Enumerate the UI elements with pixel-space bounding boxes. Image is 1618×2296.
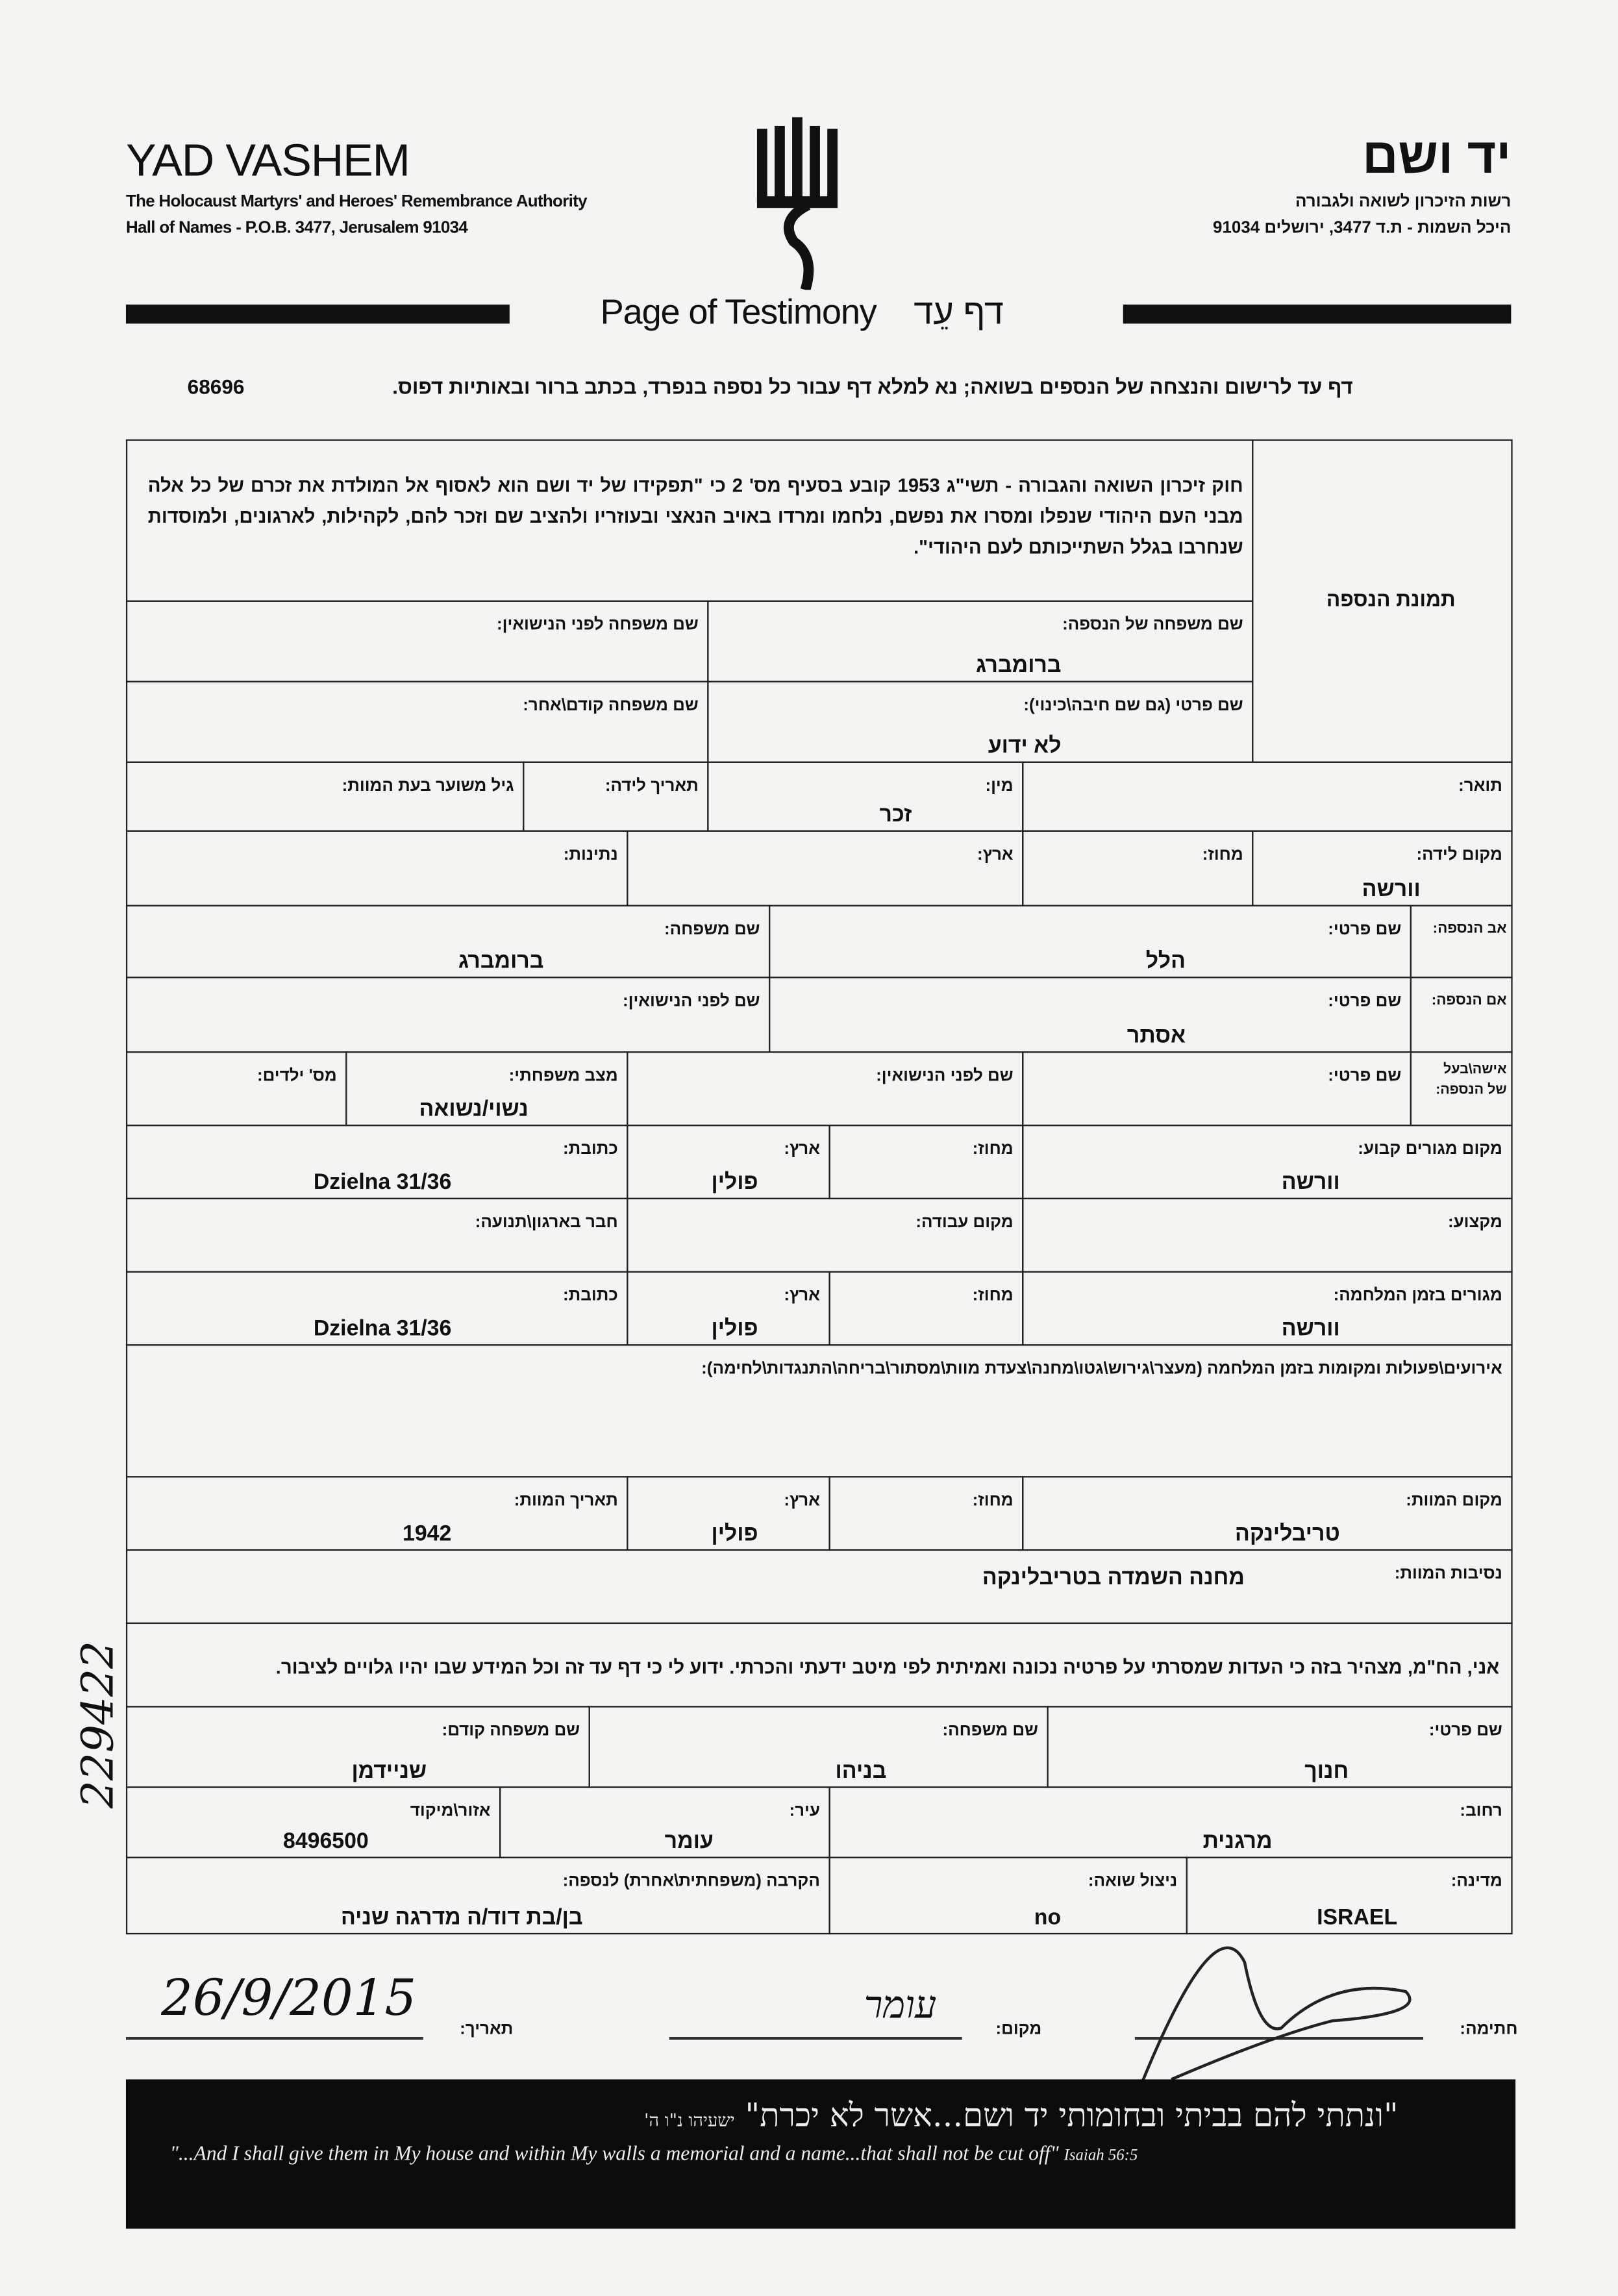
field-value[interactable]: וורשה	[1281, 1316, 1340, 1341]
title-bar-right	[1123, 305, 1512, 323]
field-label: מקצוע:	[1448, 1214, 1502, 1232]
field-marital-status[interactable]	[345, 1051, 628, 1126]
field-value[interactable]: זכר	[879, 802, 912, 828]
field-value[interactable]: בניהו	[835, 1758, 887, 1784]
field-value[interactable]: טריבלינקה	[1235, 1521, 1340, 1547]
field-birth-district[interactable]	[1022, 830, 1253, 906]
field-label: מין:	[985, 777, 1014, 795]
field-label: כתובת:	[563, 1287, 618, 1305]
field-death-district[interactable]	[828, 1476, 1023, 1551]
signature-label: חתימה:	[1460, 2021, 1518, 2039]
field-war-address[interactable]	[126, 1271, 629, 1346]
footer-quote-banner	[126, 2079, 1515, 2228]
field-label: מחוז:	[972, 1140, 1014, 1158]
field-residence-district[interactable]	[828, 1125, 1023, 1199]
law-text-cell	[126, 440, 1254, 602]
place-line	[669, 2037, 962, 2039]
field-residence[interactable]	[1022, 1125, 1512, 1199]
authority-name-he: רשות הזיכרון לשואה ולגבורה	[1295, 193, 1512, 211]
field-value[interactable]: עומר	[664, 1828, 714, 1854]
authority-name-en: The Holocaust Martyrs' and Heroes' Remembrance Authority	[125, 193, 587, 211]
field-war-district[interactable]	[828, 1271, 1023, 1346]
field-label: כתובת:	[563, 1140, 618, 1158]
field-label: מקום המוות:	[1406, 1492, 1502, 1510]
field-title[interactable]	[1022, 762, 1512, 832]
margin-note: 229422	[73, 1640, 125, 1809]
field-label: מגורים בזמן המלחמה:	[1333, 1287, 1502, 1305]
yad-vashem-title-he: יד ושם	[1362, 129, 1512, 185]
spouse-group-label	[1410, 1051, 1513, 1126]
field-label: שם פרטי:	[1328, 1067, 1402, 1086]
field-spouse-first-name[interactable]	[1022, 1051, 1412, 1126]
quote-he-text: "ונתתי להם בביתי ובחומותי יד ושם...אשר לא יכרת"	[745, 2098, 1399, 2136]
field-label: עיר:	[789, 1803, 820, 1821]
field-value[interactable]: 8496500	[283, 1828, 369, 1854]
field-spouse-maiden-name[interactable]	[627, 1051, 1023, 1126]
field-mother-maiden-name[interactable]	[126, 977, 770, 1053]
field-label: שם פרטי:	[1328, 921, 1402, 939]
field-war-residence[interactable]	[1022, 1271, 1512, 1346]
field-death-date[interactable]	[126, 1476, 629, 1551]
field-value[interactable]: מרגנית	[1202, 1828, 1273, 1854]
field-zip[interactable]	[126, 1786, 501, 1858]
field-value[interactable]: מחנה השמדה בטריבלינקה	[982, 1565, 1245, 1591]
field-label: ניצול שואה:	[1088, 1873, 1178, 1891]
address-en: Hall of Names - P.O.B. 3477, Jerusalem 91034	[125, 219, 468, 238]
field-label: שם לפני הנישואין:	[623, 993, 760, 1011]
field-value[interactable]: ברומברג	[975, 653, 1062, 679]
place-value: עומר	[864, 1984, 937, 2028]
field-death-circumstances[interactable]	[126, 1549, 1513, 1624]
field-value[interactable]: וורשה	[1281, 1169, 1340, 1195]
quote-en-text: "...And I shall give them in My house and within My walls a memorial and a name...that shall not be cut off"	[169, 2143, 1059, 2166]
quote-en-source: Isaiah 56:5	[1064, 2147, 1138, 2165]
field-workplace[interactable]	[627, 1198, 1023, 1273]
field-first-name[interactable]	[707, 681, 1253, 763]
field-label: שם משפחה קודם:	[442, 1722, 580, 1740]
page-title-he: דף עֵד	[914, 293, 1004, 332]
field-mother-first-name[interactable]	[769, 977, 1412, 1053]
field-residence-address[interactable]	[126, 1125, 629, 1199]
field-label: תואר:	[1458, 777, 1502, 795]
field-value[interactable]: 1942	[403, 1521, 452, 1547]
field-value[interactable]: ISRAEL	[1317, 1905, 1398, 1930]
field-label: נסיבות המוות:	[1394, 1565, 1502, 1583]
field-label: תאריך לידה:	[604, 777, 699, 795]
field-value[interactable]: בן/בת דוד/ה מדרגה שניה	[340, 1905, 583, 1930]
field-label: אירועים\פעולות ומקומות בזמן המלחמה (מעצר\גירוש\גטו\מחנה\צעדת מוות\מסתור\בריחה\התנגדות\לחימה):	[701, 1360, 1502, 1379]
field-label: ארץ:	[784, 1287, 820, 1305]
date-value: 26/9/2015	[161, 1969, 417, 2028]
photo-label: תמונת הנספה	[1326, 587, 1456, 611]
field-value[interactable]: פולין	[711, 1316, 758, 1341]
declaration-cell	[126, 1623, 1513, 1708]
field-label: נתינות:	[563, 846, 618, 864]
date-line	[126, 2037, 423, 2039]
declaration-text: אני, הח"מ, מצהיר בזה כי העדות שמסרתי על פרטיה נכונה ואמיתית לפי מיטב ידעתי והכרתי. ידוע לי כי דף עד זה וכל המידע שבו יהיו גלויים לציבור.	[275, 1656, 1500, 1678]
field-father-first-name[interactable]	[769, 905, 1412, 979]
field-value[interactable]: Dzielna 31/36	[313, 1316, 452, 1341]
field-survivor[interactable]	[828, 1857, 1188, 1935]
field-value[interactable]: no	[1034, 1905, 1062, 1930]
signature-mark-icon	[1113, 1933, 1435, 2087]
field-value[interactable]: נשוי/נשואה	[419, 1097, 529, 1122]
field-label: הקרבה (משפחתית\אחרת) לנספה:	[562, 1873, 820, 1891]
group-label-2: של הנספה:	[1436, 1082, 1507, 1099]
address-he: היכל השמות - ת.ד 3477, ירושלים 91034	[1213, 219, 1512, 238]
place-label: מקום:	[995, 2021, 1042, 2039]
field-label: ארץ:	[784, 1140, 820, 1158]
form-number: 68696	[187, 375, 245, 399]
field-street[interactable]	[828, 1786, 1512, 1858]
field-label: שם משפחה של הנספה:	[1062, 616, 1243, 634]
quote-he-source: ישעיהו נ"ו ה'	[644, 2110, 735, 2131]
field-label: שם משפחה:	[664, 921, 760, 939]
quote-he	[644, 2097, 1399, 2135]
field-label: חבר בארגון\תנועה:	[475, 1214, 618, 1232]
field-residence-country[interactable]	[627, 1125, 830, 1199]
field-age-at-death[interactable]	[126, 762, 524, 832]
field-value[interactable]: הלל	[1145, 949, 1186, 974]
father-group-label	[1410, 905, 1513, 979]
field-label: מס' ילדים:	[256, 1067, 337, 1086]
field-label: שם לפני הנישואין:	[876, 1067, 1014, 1086]
group-label: אב הנספה:	[1432, 921, 1507, 938]
field-birth-date[interactable]	[523, 762, 708, 832]
field-value[interactable]: פולין	[711, 1169, 758, 1195]
field-label: מקום מגורים קבוע:	[1358, 1140, 1502, 1158]
field-value[interactable]: חנוך	[1304, 1758, 1349, 1784]
yad-vashem-title-en: YAD VASHEM	[125, 134, 410, 186]
field-label: תאריך המוות:	[514, 1492, 618, 1510]
field-birth-place[interactable]	[1252, 830, 1512, 906]
field-death-country[interactable]	[627, 1476, 830, 1551]
field-label: שם משפחה לפני הנישואין:	[497, 616, 699, 634]
field-label: גיל משוער בעת המוות:	[342, 777, 514, 795]
field-value[interactable]: פולין	[711, 1521, 758, 1547]
field-label: שם משפחה:	[942, 1722, 1038, 1740]
field-submitter-previous-surname[interactable]	[126, 1706, 590, 1788]
field-city[interactable]	[499, 1786, 830, 1858]
field-nationality[interactable]	[126, 830, 629, 906]
field-value[interactable]: וורשה	[1362, 877, 1421, 903]
field-label: ארץ:	[784, 1492, 820, 1510]
field-maiden-name[interactable]	[126, 601, 709, 682]
field-label: מחוז:	[972, 1492, 1014, 1510]
field-profession[interactable]	[1022, 1198, 1512, 1273]
title-bar-left	[126, 305, 510, 323]
field-death-place[interactable]	[1022, 1476, 1512, 1551]
field-war-events[interactable]	[126, 1344, 1513, 1477]
field-label: רחוב:	[1460, 1803, 1502, 1821]
victim-photo-cell	[1252, 440, 1512, 763]
field-submitter-surname[interactable]	[589, 1706, 1049, 1788]
date-label: תאריך:	[460, 2021, 514, 2039]
field-label: שם פרטי:	[1428, 1722, 1502, 1740]
field-value[interactable]: שניידמן	[351, 1758, 427, 1784]
field-children[interactable]	[126, 1051, 347, 1126]
instructions: דף עד לרישום והנצחה של הנספים בשואה; נא למלא דף עבור כל נספה בנפרד, בכתב ברור ובאותיות דפוס.	[392, 375, 1353, 399]
law-text: חוק זיכרון השואה והגבורה - תשי"ג 1953 קובע בסעיף מס' 2 כי "תפקידו של יד ושם הוא לאסוף אל המולדת את זכרם של כל אלה מבני העם היהודי שנפלו ומסרו את נפשם, נלחמו ומרדו באויב הנאצי ובעוזריו ולהציב שם וזכר להם, לקהילות, לארגונים, ולמוסדות שנחרבו בגלל השתייכותם לעם היהודי".	[147, 474, 1243, 558]
field-country[interactable]	[1186, 1857, 1513, 1935]
field-label: מחוז:	[1202, 846, 1243, 864]
quote-en	[170, 2144, 1138, 2167]
field-label: מדינה:	[1450, 1873, 1502, 1891]
field-label: אזור\מיקוד	[410, 1803, 491, 1821]
field-father-surname[interactable]	[126, 905, 770, 979]
field-label: מצב משפחתי:	[508, 1067, 618, 1086]
field-value[interactable]: לא ידוע	[988, 733, 1062, 759]
page-title-en: Page of Testimony	[600, 293, 877, 332]
field-membership[interactable]	[126, 1198, 629, 1273]
field-value[interactable]: ברומברג	[458, 949, 544, 974]
field-war-country[interactable]	[627, 1271, 830, 1346]
yad-vashem-logo-icon	[750, 117, 867, 290]
field-label: שם משפחה קודם\אחר:	[523, 697, 699, 715]
field-value[interactable]: אסתר	[1126, 1023, 1186, 1049]
group-label: אם הנספה:	[1431, 993, 1507, 1009]
field-submitter-first-name[interactable]	[1047, 1706, 1512, 1788]
field-relationship[interactable]	[126, 1857, 830, 1935]
field-birth-country[interactable]	[627, 830, 1023, 906]
field-label: ארץ:	[977, 846, 1014, 864]
field-previous-surname[interactable]	[126, 681, 709, 763]
field-label: מקום לידה:	[1416, 846, 1502, 864]
field-value[interactable]: Dzielna 31/36	[313, 1169, 452, 1195]
field-label: שם פרטי (גם שם חיבה\כינוי):	[1023, 697, 1243, 715]
field-label: שם פרטי:	[1328, 993, 1402, 1011]
field-victim-surname[interactable]	[707, 601, 1253, 682]
group-label: אישה\בעל	[1443, 1062, 1507, 1078]
field-gender[interactable]	[707, 762, 1023, 832]
mother-group-label	[1410, 977, 1513, 1053]
field-label: מחוז:	[972, 1287, 1014, 1305]
field-label: מקום עבודה:	[915, 1214, 1014, 1232]
